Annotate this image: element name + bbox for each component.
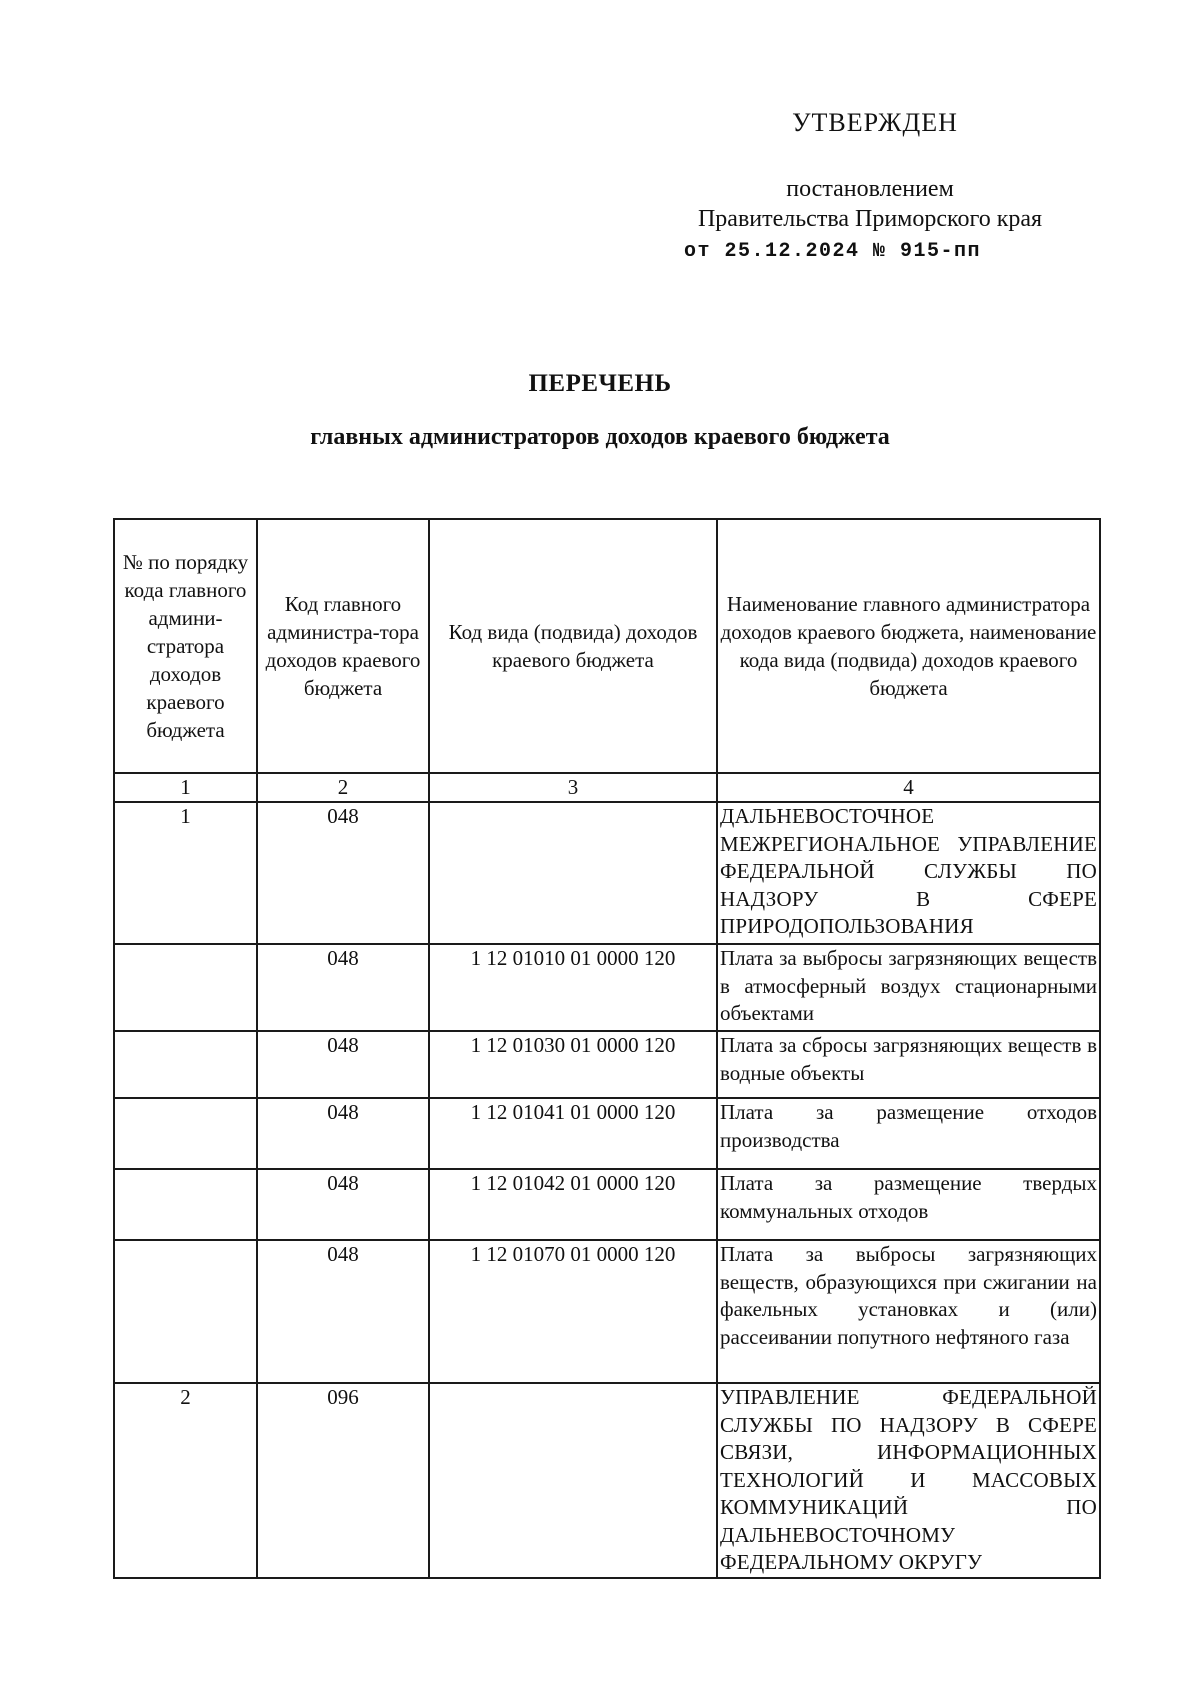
column-number: 4 [717, 773, 1100, 802]
table-row [114, 1098, 1100, 1169]
cell-order-number: 1 [114, 802, 257, 944]
cell-income-code: 1 12 01030 01 0000 120 [429, 1031, 717, 1098]
cell-income-code: 1 12 01010 01 0000 120 [429, 944, 717, 1031]
cell-admin-code: 048 [257, 1098, 429, 1169]
cell-income-code: 1 12 01042 01 0000 120 [429, 1169, 717, 1240]
document-title: ПЕРЕЧЕНЬ [528, 370, 672, 397]
approval-line-authority: Правительства Приморского края [697, 206, 1043, 232]
cell-name: Плата за размещение твердых коммунальных отходов [717, 1169, 1100, 1240]
document-subtitle: главных администраторов доходов краевого бюджета [310, 424, 890, 450]
approval-heading: УТВЕРЖДЕН [792, 108, 958, 137]
cell-name: Плата за сбросы загрязняющих веществ в водные объекты [717, 1031, 1100, 1098]
approval-block [640, 108, 1100, 263]
approval-decree-number: от 25.12.2024 № 915-пп [684, 240, 982, 263]
cell-name: ДАЛЬНЕВОСТОЧНОЕ МЕЖРЕГИОНАЛЬНОЕ УПРАВЛЕНИЕ ФЕДЕРАЛЬНОЙ СЛУЖБЫ ПО НАДЗОРУ В СФЕРЕ ПРИРОДОПОЛЬЗОВАНИЯ [717, 802, 1100, 944]
administrators-table [113, 518, 1101, 1579]
header-income-code: Код вида (подвида) доходов краевого бюджета [429, 519, 717, 773]
cell-order-number [114, 944, 257, 1031]
header-order-number: № по порядку кода главного админи-стратора доходов краевого бюджета [114, 519, 257, 773]
cell-income-code: 1 12 01041 01 0000 120 [429, 1098, 717, 1169]
cell-name: Плата за выбросы загрязняющих веществ, образующихся при сжигании на факельных установках и (или) рассеивании попутного нефтяного газа [717, 1240, 1100, 1383]
cell-order-number [114, 1098, 257, 1169]
header-admin-code: Код главного администра-тора доходов краевого бюджета [257, 519, 429, 773]
cell-admin-code: 048 [257, 944, 429, 1031]
cell-order-number: 2 [114, 1383, 257, 1578]
column-number: 1 [114, 773, 257, 802]
cell-name: Плата за выбросы загрязняющих веществ в атмосферный воздух стационарными объектами [717, 944, 1100, 1031]
table-row [114, 944, 1100, 1031]
column-number: 2 [257, 773, 429, 802]
cell-income-code [429, 1383, 717, 1578]
cell-admin-code: 048 [257, 802, 429, 944]
table-column-numbers-row [114, 773, 1100, 802]
cell-admin-code: 048 [257, 1169, 429, 1240]
cell-order-number [114, 1169, 257, 1240]
table-row [114, 802, 1100, 944]
cell-name: УПРАВЛЕНИЕ ФЕДЕРАЛЬНОЙ СЛУЖБЫ ПО НАДЗОРУ В СФЕРЕ СВЯЗИ, ИНФОРМАЦИОННЫХ ТЕХНОЛОГИЙ И МАССОВЫХ КОММУНИКАЦИЙ ПО ДАЛЬНЕВОСТОЧНОМУ ФЕДЕРАЛЬНОМУ ОКРУГУ [717, 1383, 1100, 1578]
table-row [114, 1240, 1100, 1383]
cell-order-number [114, 1031, 257, 1098]
cell-order-number [114, 1240, 257, 1383]
column-number: 3 [429, 773, 717, 802]
cell-name: Плата за размещение отходов производства [717, 1098, 1100, 1169]
table-row [114, 1031, 1100, 1098]
cell-admin-code: 096 [257, 1383, 429, 1578]
cell-income-code: 1 12 01070 01 0000 120 [429, 1240, 717, 1383]
table-header-row [114, 519, 1100, 773]
approval-line-decree-type: постановлением [786, 176, 954, 202]
header-name: Наименование главного администратора доходов краевого бюджета, наименование кода вида (подвида) доходов краевого бюджета [717, 519, 1100, 773]
cell-admin-code: 048 [257, 1240, 429, 1383]
cell-income-code [429, 802, 717, 944]
cell-admin-code: 048 [257, 1031, 429, 1098]
table-row [114, 1383, 1100, 1578]
table-row [114, 1169, 1100, 1240]
